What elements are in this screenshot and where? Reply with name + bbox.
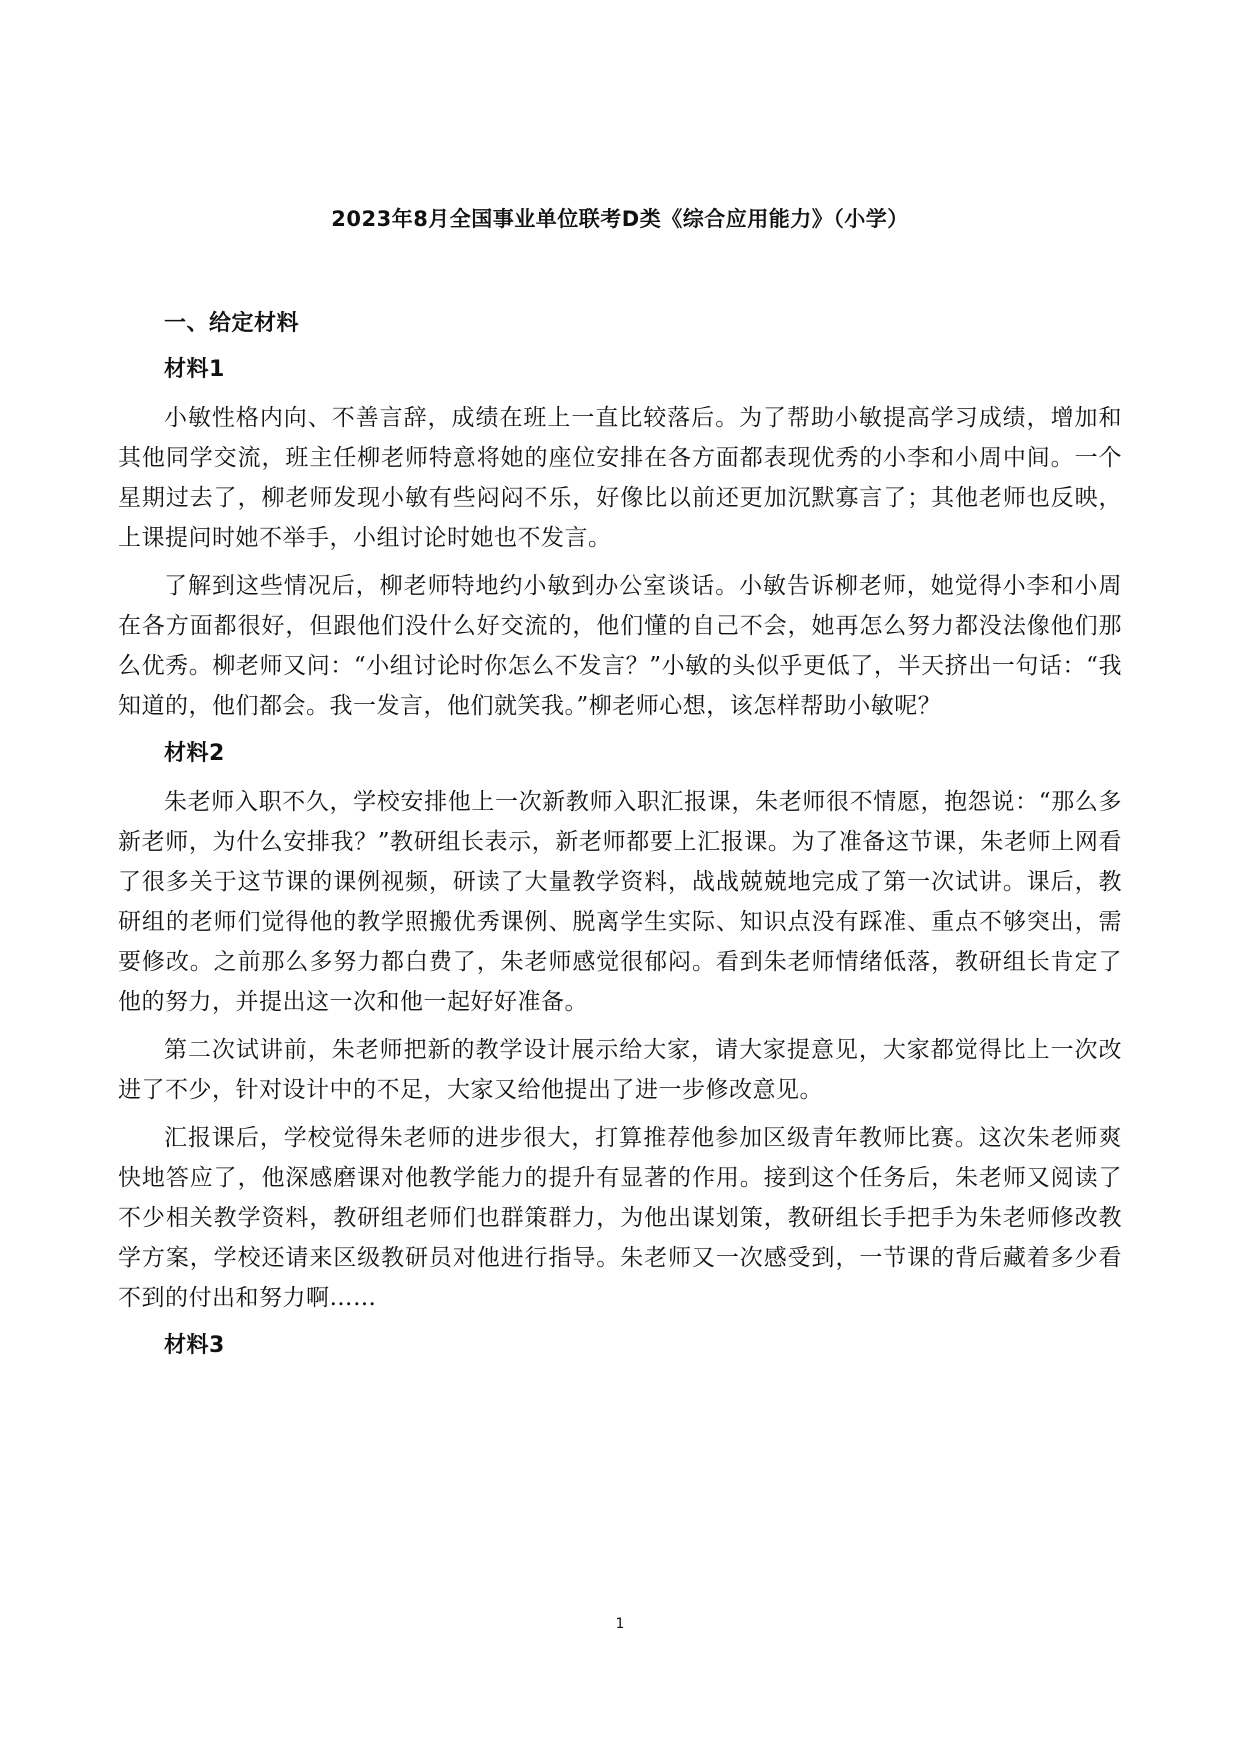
document-title: 2023年8月全国事业单位联考D类《综合应用能力》（小学） bbox=[331, 207, 909, 231]
section-heading: 一、给定材料 bbox=[164, 311, 300, 336]
material-1-paragraph-1: 小敏性格内向、不善言辞，成绩在班上一直比较落后。为了帮助小敏提高学习成绩，增加和其他同学交流，班主任柳老师特意将她的座位安排在各方面都表现优秀的小李和小周中间。一个星期过去了，柳老师发现小敏有些闷闷不乐，好像比以前还更加沉默寡言了；其他老师也反映，上课提问时她不举手，小组讨论时她也不发言。 bbox=[118, 405, 1122, 551]
material-1 bbox=[118, 350, 1122, 726]
document-body bbox=[118, 304, 1122, 1374]
material-3-heading: 材料3 bbox=[164, 1333, 225, 1358]
material-1-paragraph-2: 了解到这些情况后，柳老师特地约小敏到办公室谈话。小敏告诉柳老师，她觉得小李和小周在各方面都很好，但跟他们没什么好交流的，他们懂的自己不会，她再怎么努力都没法像他们那么优秀。柳老师又问：“小组讨论时你怎么不发言？”小敏的头似乎更低了，半天挤出一句话：“我知道的，他们都会。我一发言，他们就笑我。”柳老师心想，该怎样帮助小敏呢？ bbox=[118, 573, 1122, 719]
material-3 bbox=[118, 1326, 1122, 1366]
material-2-paragraph-3: 汇报课后，学校觉得朱老师的进步很大，打算推荐他参加区级青年教师比赛。这次朱老师爽快地答应了，他深感磨课对他教学能力的提升有显著的作用。接到这个任务后，朱老师又阅读了不少相关教学资料，教研组老师们也群策群力，为他出谋划策，教研组长手把手为朱老师修改教学方案，学校还请来区级教研员对他进行指导。朱老师又一次感受到，一节课的背后藏着多少看不到的付出和努力啊…… bbox=[118, 1125, 1122, 1311]
page-number: 1 bbox=[615, 1616, 625, 1632]
material-2-heading: 材料2 bbox=[164, 741, 225, 766]
material-2-paragraph-1: 朱老师入职不久，学校安排他上一次新教师入职汇报课，朱老师很不情愿，抱怨说：“那么多新老师，为什么安排我？”教研组长表示，新老师都要上汇报课。为了准备这节课，朱老师上网看了很多关于这节课的课例视频，研读了大量教学资料，战战兢兢地完成了第一次试讲。课后，教研组的老师们觉得他的教学照搬优秀课例、脱离学生实际、知识点没有踩准、重点不够突出，需要修改。之前那么多努力都白费了，朱老师感觉很郁闷。看到朱老师情绪低落，教研组长肯定了他的努力，并提出这一次和他一起好好准备。 bbox=[118, 789, 1122, 1015]
material-2-paragraph-2: 第二次试讲前，朱老师把新的教学设计展示给大家，请大家提意见，大家都觉得比上一次改进了不少，针对设计中的不足，大家又给他提出了进一步修改意见。 bbox=[118, 1037, 1122, 1103]
material-1-heading: 材料1 bbox=[164, 357, 225, 382]
material-2 bbox=[118, 734, 1122, 1318]
